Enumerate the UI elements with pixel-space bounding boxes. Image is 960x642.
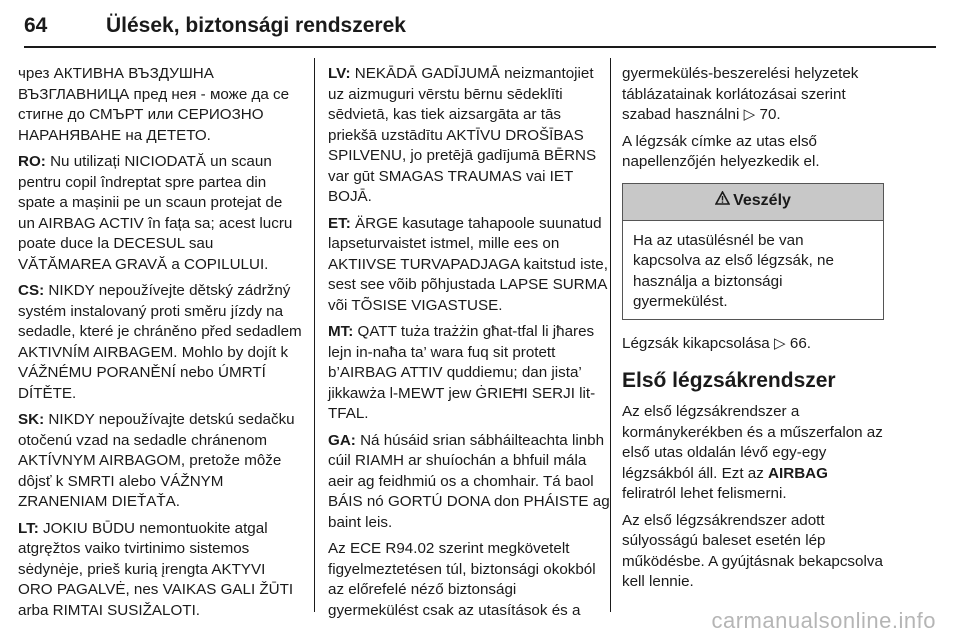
mt-warning: [328, 322, 610, 425]
installation-table-text: gyermekülés-beszerelési helyzetek táblázatainak korlátozásai szerint szabad használni: [622, 65, 859, 123]
page-title: Ülések, biztonsági rendszerek: [106, 14, 406, 37]
activation-paragraph: Az első légzsákrendszer adott súlyosságú baleset esetén lép működésbe. A gyújtásnak bekapcsolva kell lennie.: [622, 511, 883, 590]
mt-warning-text: QATT tuża trażżin għat-tfal li jħares lejn in-naħa ta’ wara fuq sit protett b’AIRBAG ATTIV quddiemu; dan jista’ jikkawża l-MEWT jew ĠRIEĦI SERJI lit-TFAL.: [328, 323, 596, 422]
column-2: [328, 64, 610, 627]
warning-triangle-icon: [715, 191, 730, 212]
header-rule: [24, 46, 936, 48]
lt-warning-text: JOKIU BŪDU nemontuokite atgal atgręžtos vaiko tvirtinimo sistemos sėdynėje, prieš kurią įrengta AKTYVI ORO PAGALVĖ, nes VAIKAS GALI ŽŪTI arba RIMTAI SUSIŽALOTI.: [18, 519, 294, 619]
danger-body: Ha az utasülésnél be van kapcsolva az első légzsák, ne használja a biztonsági gyermekülést.: [633, 231, 834, 310]
installation-table-paragraph: [622, 64, 884, 126]
cs-warning: [18, 281, 302, 404]
lang-code-et: ET:: [328, 214, 351, 232]
airbag-system-paragraph: [622, 402, 884, 505]
airbag-label: AIRBAG: [768, 464, 828, 482]
page-ref-66[interactable]: 66.: [789, 334, 812, 352]
column-1: [18, 64, 302, 627]
lang-code-mt: MT:: [328, 323, 354, 340]
danger-box: [622, 183, 884, 320]
ece-paragraph: Az ECE R94.02 szerint megkövetelt figyelmeztetésen túl, biztonsági okokból az előrefelé néző biztonsági gyermekülést csak az utasítások és a: [328, 540, 596, 619]
danger-title: Veszély: [733, 192, 791, 210]
airbag-system-text-a: Az első légzsákrendszer a kormánykerékben és a műszerfalon az első utas oldalán lévő egy-egy légzsákból áll. Ezt az: [622, 403, 883, 482]
section-heading: Első légzsákrendszer: [622, 369, 836, 392]
et-warning-text: ÄRGE kasutage tahapoole suunatud lapseturvaistet istmel, mille ees on AKTIIVSE TURVAPADJAGA kaitstud iste, sest see võib põhjustada LAPSE SURMA või TÕSISE VIGASTUSE.: [328, 214, 608, 314]
page-ref-70[interactable]: 70.: [759, 106, 781, 123]
ro-warning: [18, 152, 302, 275]
et-warning: [328, 214, 610, 317]
lv-warning: [328, 64, 610, 208]
ga-warning: [328, 431, 610, 534]
column-divider-1: [314, 58, 315, 612]
lt-warning: [18, 519, 302, 622]
danger-header: [623, 184, 883, 221]
sk-warning-text: NIKDY nepoužívajte detskú sedačku otočenú vzad na sedadle chránenom AKTÍVNYM AIRBAGOM, pretože môže dôjsť k SMRTI alebo VÁŽNYM ZRANENIAM DIEŤAŤA.: [18, 411, 295, 510]
ga-warning-text: Ná húsáid srian sábháilteachta linbh cúil RIAMH ar shuíochán a bhfuil mála aeir ag feidhmiú os a chomhair. Tá baol BÁIS nó GORTÚ DONA don PHÁISTE ag baint leis.: [328, 431, 610, 531]
lang-code-lv: LV:: [328, 65, 351, 82]
page-number: 64: [24, 14, 48, 37]
watermark: carmanualsonline.info: [711, 608, 936, 633]
lv-warning-text: NEKĀDĀ GADĪJUMĀ neizmantojiet uz aizmuguri vērstu bērnu sēdeklīti sēdvietā, kas tiek aizsargāta ar tās priekšā uzstādītu AKTĪVU DROŠĪBAS SPILVENU, jo pretējā gadījumā BĒRNS var gūt SMAGAS TRAUMAS vai IET BOJĀ.: [328, 65, 597, 205]
lang-code-cs: CS:: [18, 282, 45, 299]
lang-code-ga: GA:: [328, 431, 356, 449]
airbag-system-text-b: feliratról lehet felismerni.: [622, 485, 787, 502]
lang-code-ro: RO:: [18, 153, 46, 170]
page-ref-arrow-icon: ▷: [773, 334, 786, 352]
bg-warning-text: чрез АКТИВНА ВЪЗДУШНА ВЪЗГЛАВНИЦА пред нея - може да се стигне до СМЪРТ или СЕРИОЗНО НАРАНЯВАНЕ на ДЕТЕТО.: [18, 65, 290, 144]
deactivation-text: Légzsák kikapcsolása: [622, 334, 770, 352]
lang-code-lt: LT:: [18, 519, 39, 537]
cs-warning-text: NIKDY nepoužívejte dětský zádržný systém instalovaný proti směru jízdy na sedadle, které je chráněno před sedadlem AKTIVNÍM AIRBAGEM. Mohlo by dojít k VÁŽNÉMU PORANĚNÍ nebo ÚMRTÍ DÍTĚTE.: [18, 282, 302, 402]
deactivation-paragraph: [622, 334, 884, 355]
page-header: [24, 6, 936, 50]
sk-warning: [18, 410, 302, 513]
page-ref-arrow-icon: ▷: [743, 106, 756, 123]
lang-code-sk: SK:: [18, 411, 45, 428]
column-divider-2: [610, 58, 611, 612]
label-location-paragraph: A légzsák címke az utas első napellenzőjén helyezkedik el.: [622, 132, 820, 170]
column-3: [622, 64, 884, 599]
ro-warning-text: Nu utilizați NICIODATĂ un scaun pentru copil îndreptat spre partea din spate a mașinii pe un scaun protejat de un AIRBAG ACTIV în fața sa; acest lucru poate duce la DECESUL sau VĂTĂMAREA GRAVĂ a COPILULUI.: [18, 153, 293, 273]
